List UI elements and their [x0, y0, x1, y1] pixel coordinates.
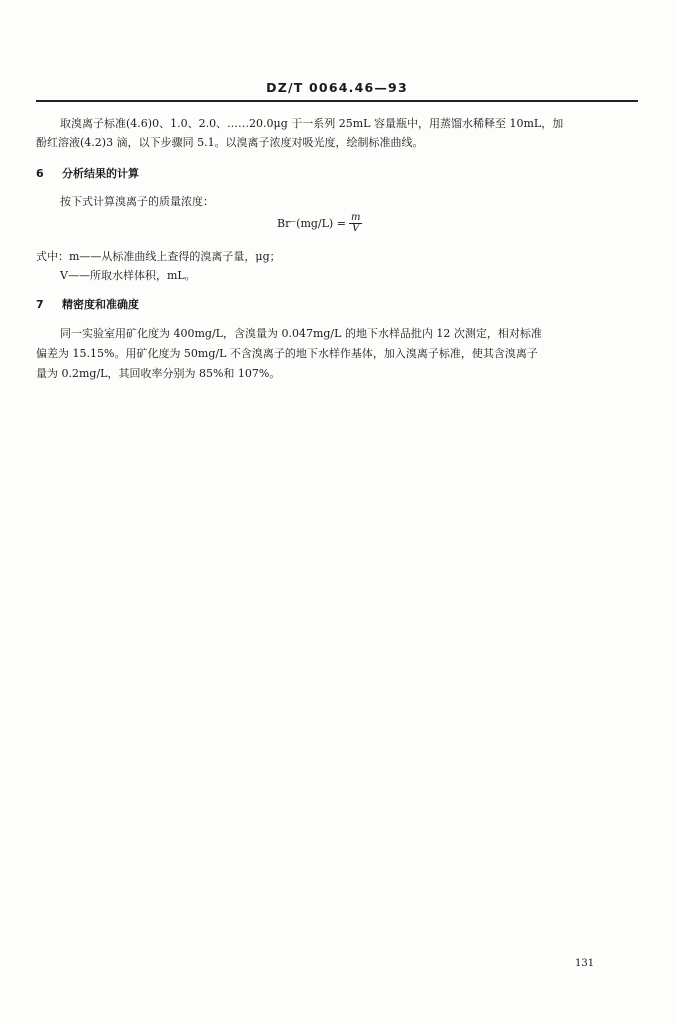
- formula-denominator: V: [352, 223, 360, 234]
- variable-v-definition: V——所取水样体积，mL。: [60, 269, 196, 282]
- page-number: 131: [575, 958, 595, 969]
- section-6-heading: [36, 164, 139, 183]
- header-rule: [36, 100, 638, 102]
- section-7-number: 7: [36, 298, 44, 311]
- intro-line-1: 取溴离子标准(4.6)0、1.0、2.0、……20.0μg 于一系列 25mL 容量瓶中，用蒸馏水稀释至 10mL，加: [60, 117, 564, 130]
- standard-code-header: DZ/T 0064.46—93: [266, 80, 408, 95]
- intro-line-2: 酚红溶液(4.2)3 滴，以下步骤同 5.1。以溴离子浓度对吸光度，绘制标准曲线。: [36, 136, 424, 149]
- section-6-title: 分析结果的计算: [62, 167, 139, 180]
- section-6-intro: 按下式计算溴离子的质量浓度：: [60, 195, 214, 208]
- section-6-number: 6: [36, 167, 44, 180]
- section-7-line-1: 同一实验室用矿化度为 400mg/L，含溴量为 0.047mg/L 的地下水样品批内 12 次测定，相对标准: [60, 327, 542, 340]
- section-7-title: 精密度和准确度: [62, 298, 139, 311]
- formula-lhs: Br⁻(mg/L) =: [277, 217, 346, 230]
- formula-fraction: [349, 213, 362, 234]
- concentration-formula: [277, 213, 362, 234]
- section-7-line-2: 偏差为 15.15%。用矿化度为 50mg/L 不含溴离子的地下水样作基体，加入溴离子标准，使其含溴离子: [36, 347, 538, 360]
- section-7-line-3: 量为 0.2mg/L，其回收率分别为 85%和 107%。: [36, 367, 281, 380]
- section-7-heading: [36, 295, 139, 314]
- variable-m-definition: 式中：m——从标准曲线上查得的溴离子量，μg；: [36, 250, 281, 263]
- formula-numerator: m: [350, 212, 361, 223]
